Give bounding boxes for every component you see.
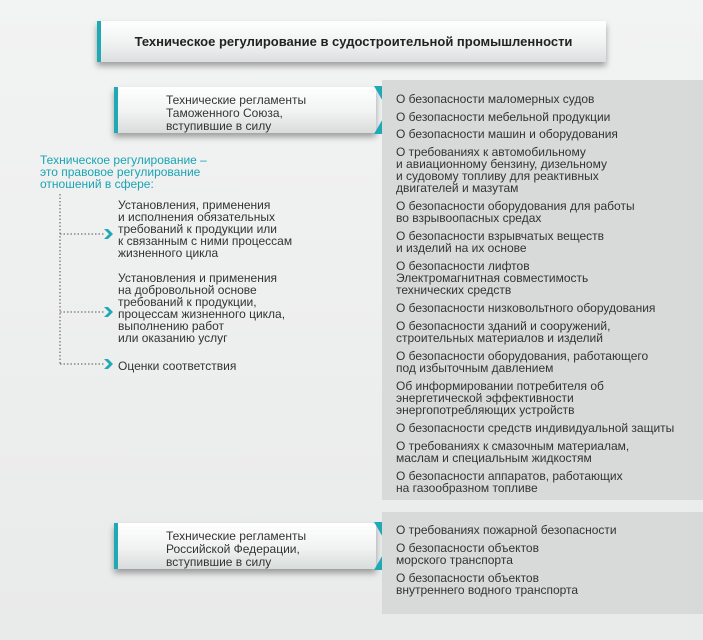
branch-conformity-assessment: Оценки соответствия [118,359,237,373]
list-item: О безопасности машин и оборудования [396,127,618,141]
branch-voluntary-requirements: Установления и применения на добровольной основе требований к продукции, процессам жизненного цикла, выполнению работ или оказанию услуг [118,271,286,345]
list-item: О безопасности лифтов Электромагнитная совместимость технических средств [396,259,589,297]
diagram-title: Техническое регулирование в судостроительной промышленности [97,21,606,62]
list-item: О безопасности объектов морского транспорта [396,541,539,567]
list-item: О безопасности аппаратов, работающих на газообразном топливе [396,469,623,495]
arrow-right-icon [104,359,114,369]
list-item: О безопасности низковольтного оборудования [396,301,656,315]
arrow-right-icon [104,307,114,317]
russia-regulations-box [114,523,376,569]
list-item: О безопасности мебельной продукции [396,110,611,124]
list-item: О безопасности оборудования, работающего под избыточным давлением [396,349,649,375]
list-item: О требованиях пожарной безопасности [396,523,617,537]
list-item: О безопасности взрывчатых веществ и изделий на их основе [396,229,605,255]
list-item: О безопасности маломерных судов [396,92,595,106]
list-item: О безопасности средств индивидуальной защиты [396,421,675,435]
arrow-right-icon [104,229,114,239]
branch-mandatory-requirements: Установления, применения и исполнения обязательных требований к продукции или к связанным с ними процессам жизненного цикла [118,198,293,260]
list-item: Об информировании потребителя об энергетической эффективности энергопотребляющих устройств [396,379,604,417]
list-item: О требованиях к смазочным материалам, маслам и специальным жидкостям [396,439,630,465]
russia-list-panel [382,512,703,614]
definition-heading: Техническое регулирование – это правовое регулирование отношений в сфере: [40,153,207,191]
list-item: О безопасности зданий и сооружений, строительных материалов и изделий [396,319,611,345]
customs-union-label: Технические регламенты Таможенного Союза, вступившие в силу [166,93,307,133]
russia-label: Технические регламенты Российской Федерации, вступившие в силу [166,529,307,569]
list-item: О безопасности объектов внутреннего водного транспорта [396,571,579,597]
list-item: О требованиях к автомобильному и авиационному бензину, дизельному и судовому топливу для реактивных двигателей и мазутам [396,145,607,195]
list-item: О безопасности оборудования для работы во взрывоопасных средах [396,199,635,225]
